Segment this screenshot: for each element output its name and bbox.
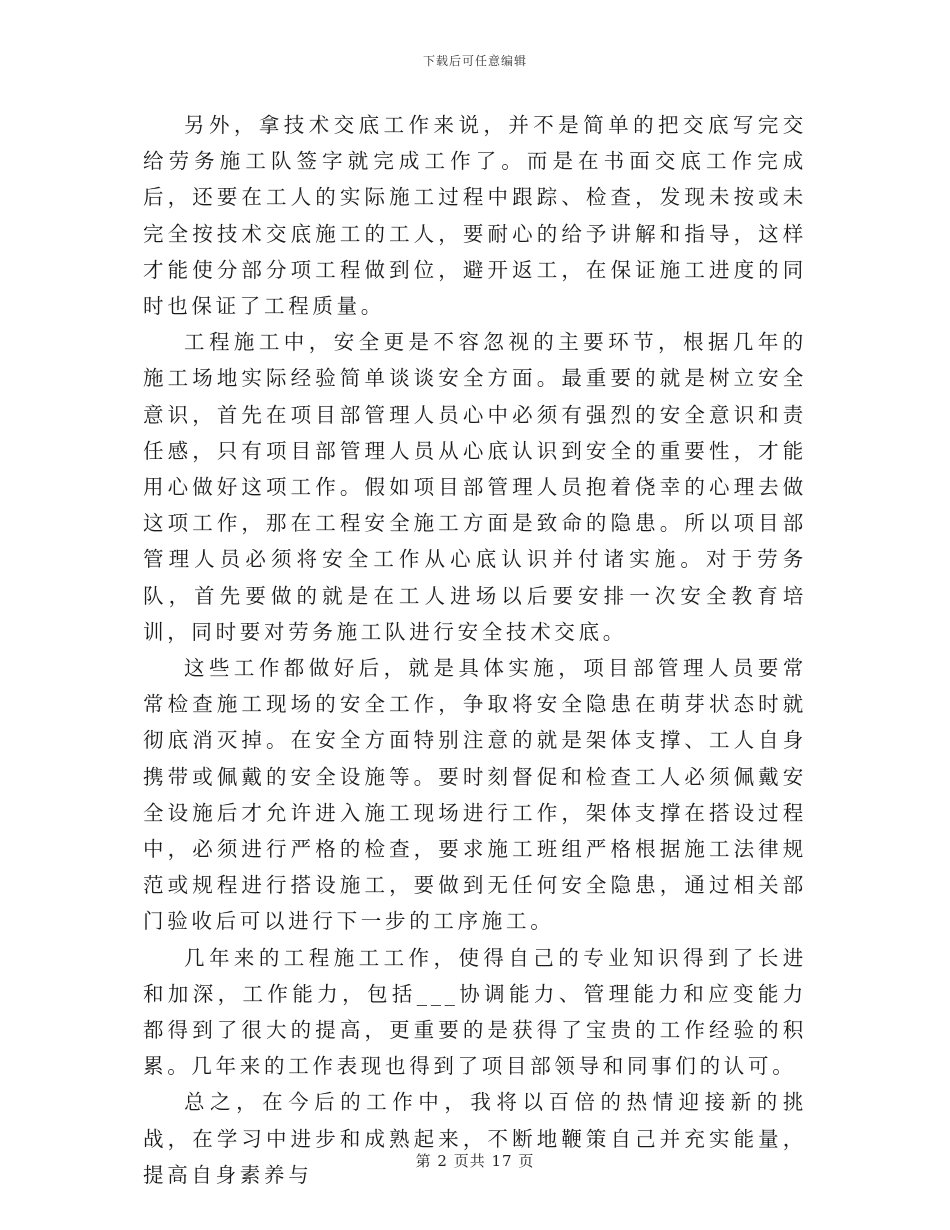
page-number-footer: 第 2 页共 17 页: [415, 1152, 535, 1170]
page-header: 下载后可任意编辑: [422, 54, 527, 68]
paragraph-2: 工程施工中，安全更是不容忽视的主要环节，根据几年的施工场地实际经验简单谈谈安全方面。最重要的就是树立安全意识，首先在项目部管理人员心中必须有强烈的安全意识和责任感，只有项目部管理人员从心底认识到安全的重要性，才能用心做好这项工作。假如项目部管理人员抱着侥幸的心理去做这项工作，那在工程安全施工方面是致命的隐患。所以项目部管理人员必须将安全工作从心底认识并付诸实施。对于劳务队，首先要做的就是在工人进场以后要安排一次安全教育培训，同时要对劳务施工队进行安全技术交底。: [143, 330, 807, 644]
document-body: [143, 107, 807, 1193]
paragraph-5: 总之，在今后的工作中，我将以百倍的热情迎接新的挑战，在学习中进步和成熟起来，不断地鞭策自己并充实能量，提高自身素养与: [143, 1090, 807, 1187]
paragraph-1: 另外，拿技术交底工作来说，并不是简单的把交底写完交给劳务施工队签字就完成工作了。而是在书面交底工作完成后，还要在工人的实际施工过程中跟踪、检查，发现未按或未完全按技术交底施工的工人，要耐心的给予讲解和指导，这样才能使分部分项工程做到位，避开返工，在保证施工进度的同时也保证了工程质量。: [143, 113, 807, 319]
paragraph-4: 几年来的工程施工工作，使得自己的专业知识得到了长进和加深，工作能力，包括___协调能力、管理能力和应变能力都得到了很大的提高，更重要的是获得了宝贵的工作经验的积累。几年来的工作表现也得到了项目部领导和同事们的认可。: [143, 945, 807, 1079]
paragraph-3: 这些工作都做好后，就是具体实施，项目部管理人员要常常检查施工现场的安全工作，争取将安全隐患在萌芽状态时就彻底消灭掉。在安全方面特别注意的就是架体支撑、工人自身携带或佩戴的安全设施等。要时刻督促和检查工人必须佩戴安全设施后才允许进入施工现场进行工作，架体支撑在搭设过程中，必须进行严格的检查，要求施工班组严格根据施工法律规范或规程进行搭设施工，要做到无任何安全隐患，通过相关部门验收后可以进行下一步的工序施工。: [143, 656, 807, 934]
